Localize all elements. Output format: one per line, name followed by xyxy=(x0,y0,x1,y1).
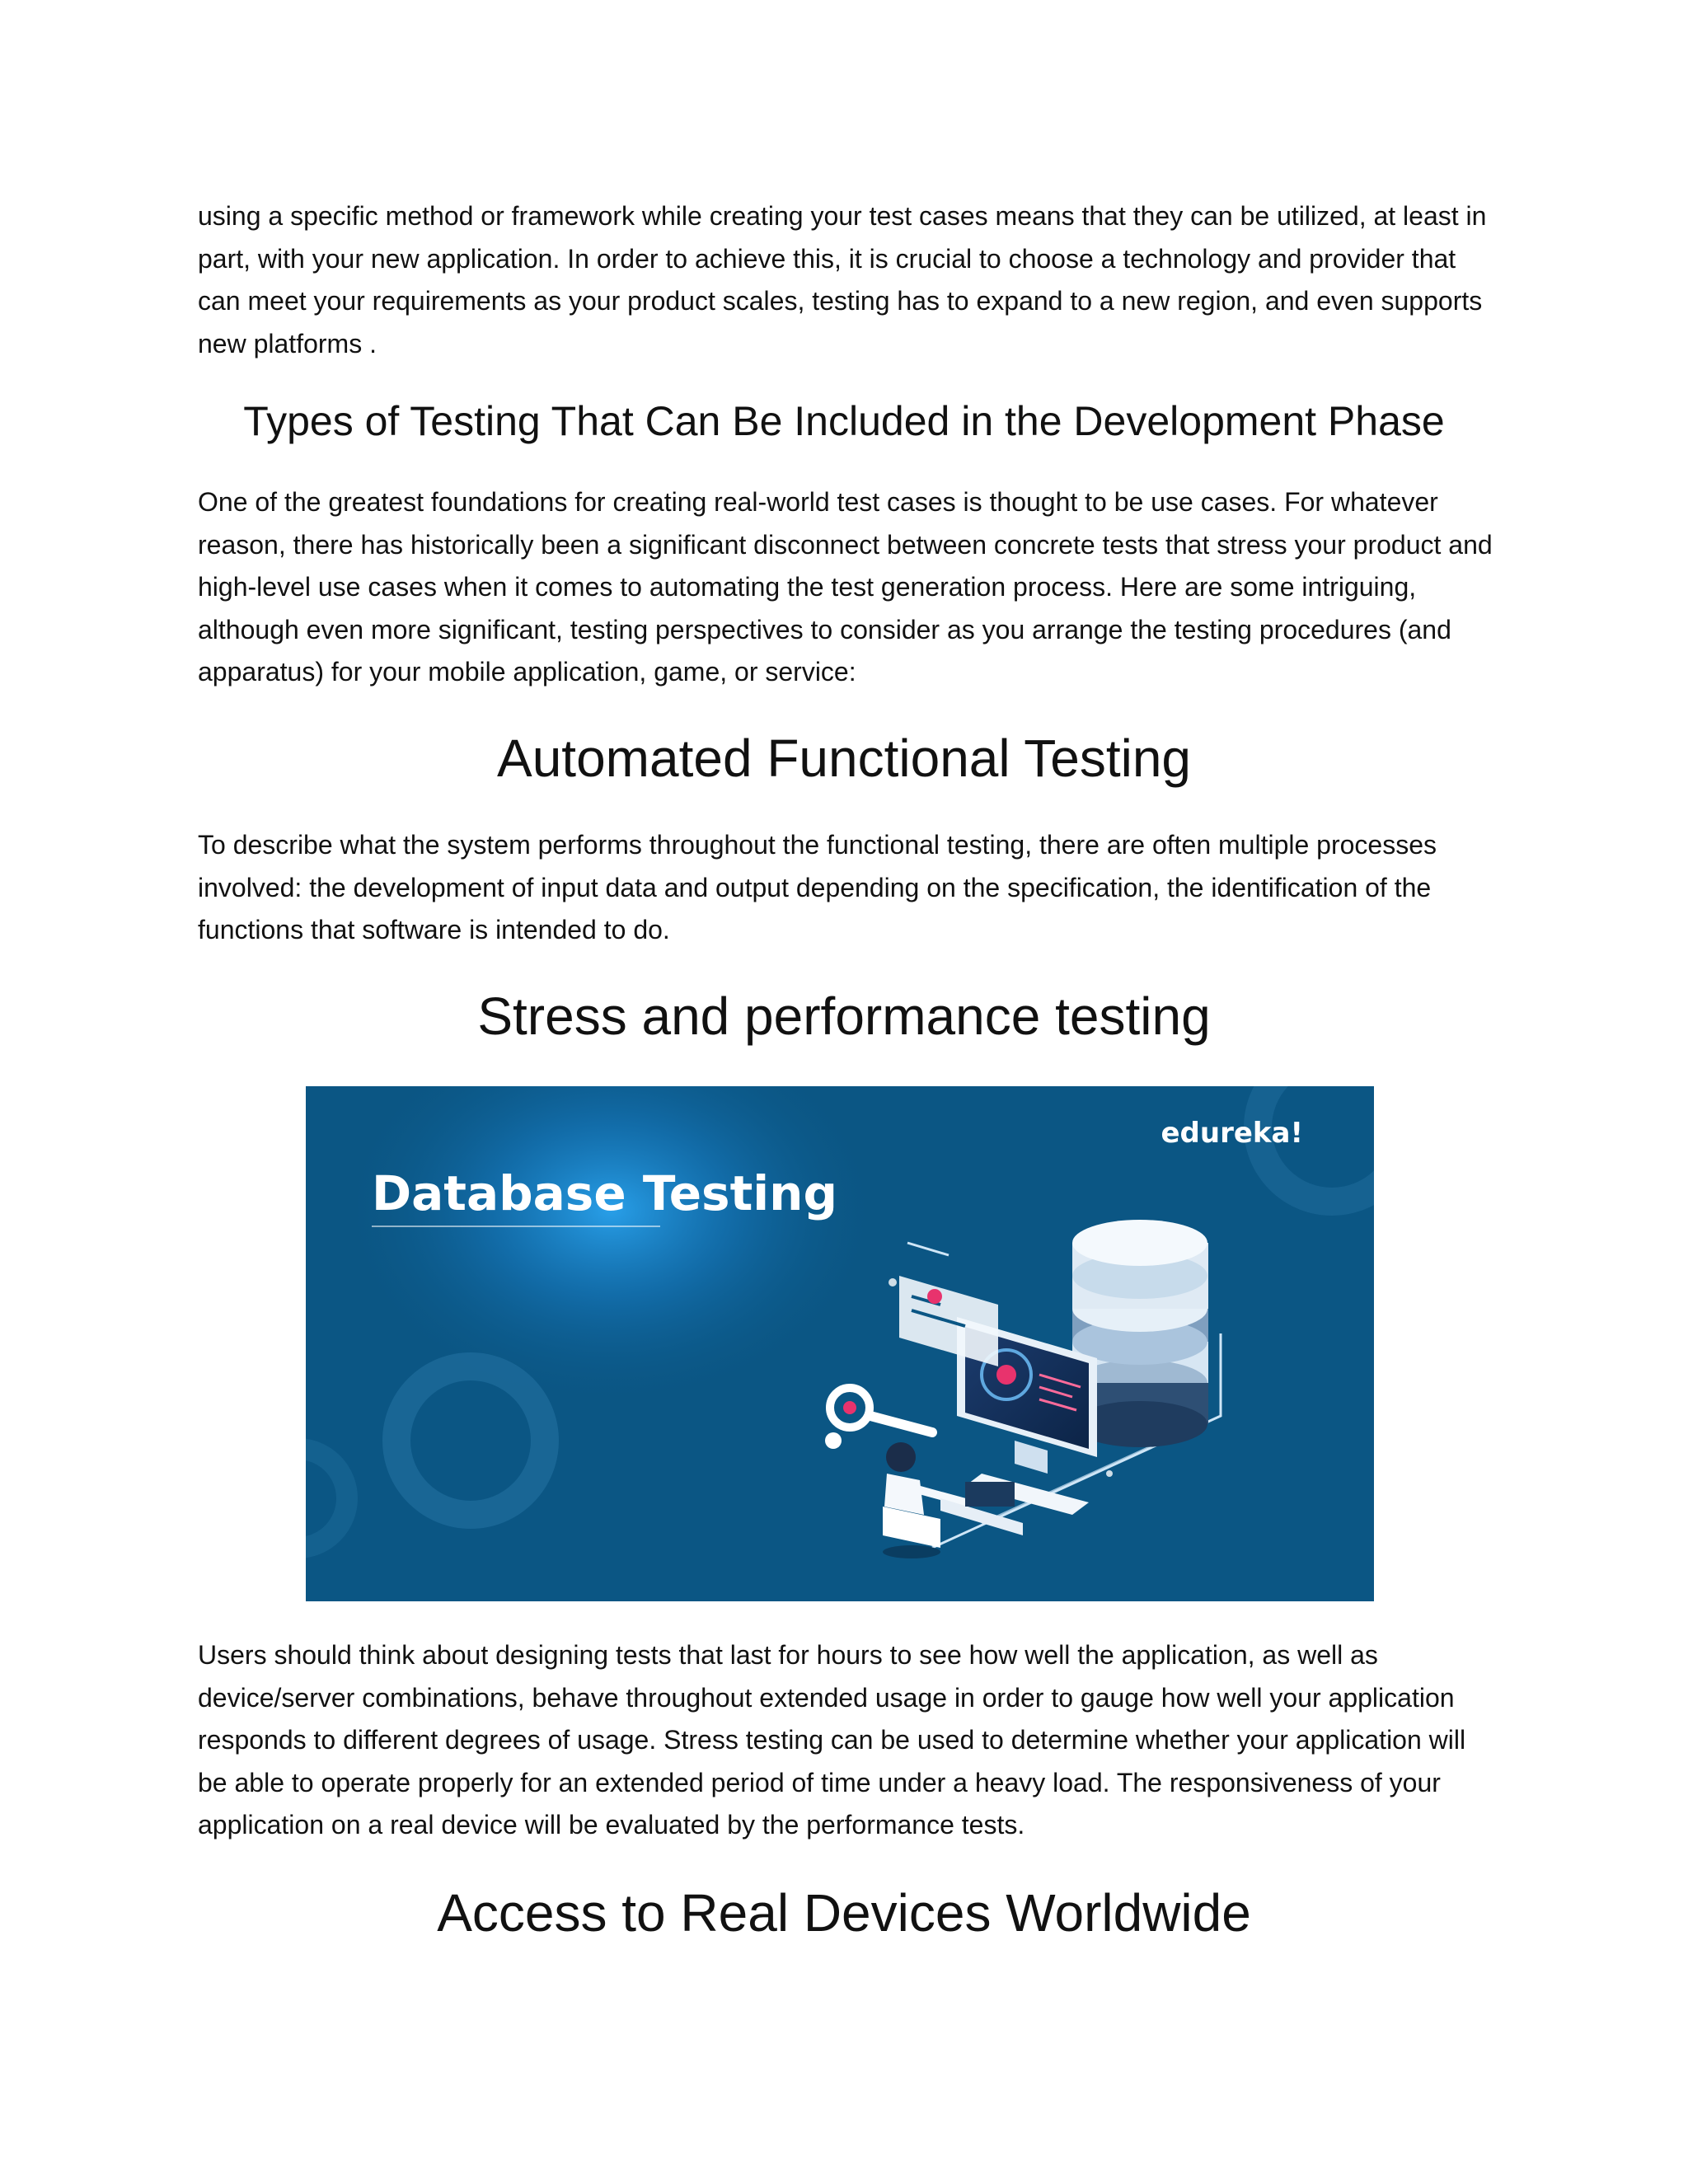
heading-stress-performance-testing: Stress and performance testing xyxy=(477,987,1211,1046)
figure-title: Database Testing xyxy=(372,1165,837,1221)
database-testing-illustration xyxy=(306,1086,1374,1601)
brand-logo: edureka! xyxy=(1160,1117,1303,1150)
decor-dot xyxy=(889,1278,897,1286)
paragraph-stress: Users should think about designing tests that last for hours to see how well the application, as well as device/server combinations, behave throughout extended usage in order to gauge how well your application responds to different degrees of usage. Stress testing can be used to determine whether your application will be able to operate properly for an extended period of time under a heavy load. The responsiveness of your application on a real device will be evaluated by the performance tests. xyxy=(198,1640,1466,1840)
paragraph-types: One of the greatest foundations for creating real-world test cases is thought to be use cases. For whatever reason, there has historically been a significant disconnect between concrete tests that stress your product and high-level use cases when it comes to automating the test generation process. Here are some intriguing, although even more significant, testing perspectives to consider as you arrange the testing procedures (and apparatus) for your mobile application, game, or service: xyxy=(198,487,1493,687)
decor-dot xyxy=(1106,1470,1113,1477)
heading-automated-functional-testing: Automated Functional Testing xyxy=(497,729,1191,788)
database-testing-figure xyxy=(306,1086,1374,1601)
heading-types-of-testing: Types of Testing That Can Be Included in the Development Phase xyxy=(243,398,1445,444)
paragraph-functional: To describe what the system performs throughout the functional testing, there are often multiple processes involved: the development of input data and output depending on the specification, the identification of the functions that software is intended to do. xyxy=(198,830,1437,944)
paragraph-intro: using a specific method or framework while creating your test cases means that they can be utilized, at least in part, with your new application. In order to achieve this, it is crucial to choose a technology and provider that can meet your requirements as your product scales, testing has to expand to a new region, and even supports new platforms . xyxy=(198,201,1487,359)
heading-access-real-devices: Access to Real Devices Worldwide xyxy=(437,1883,1251,1943)
